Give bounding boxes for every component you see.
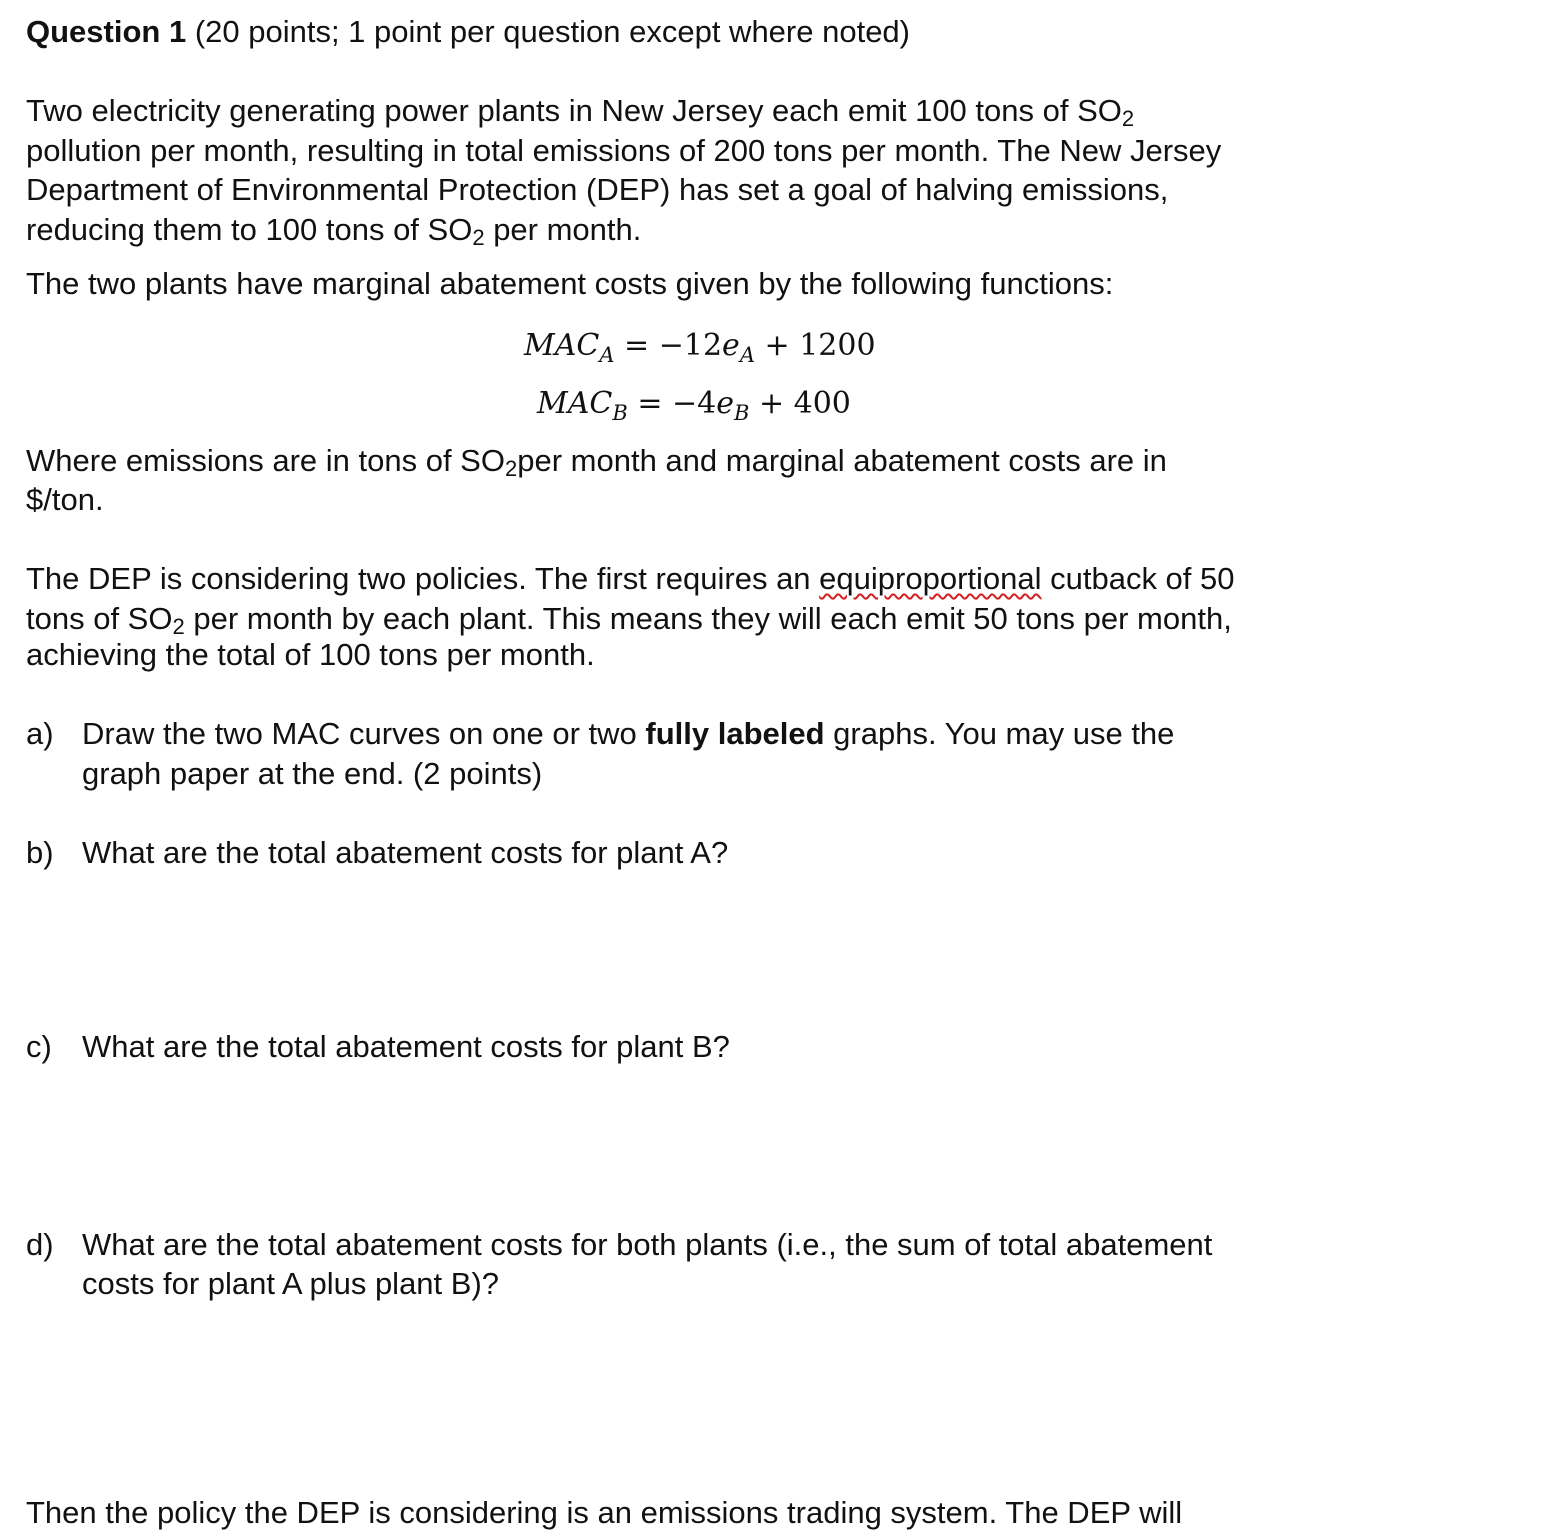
question-b-text: What are the total abatement costs for plant A?	[82, 835, 729, 870]
units-line-1: Where emissions are in tons of $SO_2per$ month and marginal abatement costs are in	[26, 443, 1167, 481]
question-number: Question 1	[26, 14, 187, 49]
units-line-2: $/ton.	[26, 482, 104, 517]
intro-line-2: pollution per month, resulting in total emissions of 200 tons per month. The New Jersey	[26, 133, 1222, 168]
question-d-line-1: What are the total abatement costs for both plants (i.e., the sum of total abatement	[82, 1227, 1213, 1262]
spellcheck-flagged-word: equiproportional	[819, 561, 1042, 596]
intro-line-4: reducing them to 100 tons of $SO_2$ per month.	[26, 212, 642, 250]
question-a-label: a)	[26, 716, 54, 751]
functions-intro: The two plants have marginal abatement costs given by the following functions:	[26, 266, 1114, 301]
equation-mac-b: $MAC_B = -4e_B + 400$	[537, 386, 851, 425]
question-c-text: What are the total abatement costs for plant B?	[82, 1029, 730, 1064]
question-d-label: d)	[26, 1227, 54, 1262]
policy-line-3: achieving the total of 100 tons per month.	[26, 637, 595, 672]
question-heading	[26, 12, 910, 52]
equation-mac-a: $MAC_A = -12e_A + 1200$	[524, 328, 876, 367]
policy-line-1: The DEP is considering two policies. The first requires an equiproportional cutback of 50	[26, 561, 1235, 596]
cut-off-text-line: Then the policy the DEP is considering is an emissions trading system. The DEP will	[26, 1495, 1183, 1530]
intro-line-1: Two electricity generating power plants in New Jersey each emit 100 tons of $SO_2$	[26, 93, 1135, 131]
question-points: (20 points; 1 point per question except where noted)	[186, 14, 910, 49]
policy-line-2: tons of $SO_2$ per month by each plant. This means they will each emit 50 tons per month,	[26, 601, 1232, 639]
question-d-line-2: costs for plant A plus plant B)?	[82, 1266, 500, 1301]
intro-line-3: Department of Environmental Protection (DEP) has set a goal of halving emissions,	[26, 172, 1169, 207]
question-c-label: c)	[26, 1029, 52, 1064]
question-a-line-1: Draw the two MAC curves on one or two fully labeled graphs. You may use the	[82, 716, 1175, 751]
question-a-line-2: graph paper at the end. (2 points)	[82, 756, 543, 791]
question-b-label: b)	[26, 835, 54, 870]
